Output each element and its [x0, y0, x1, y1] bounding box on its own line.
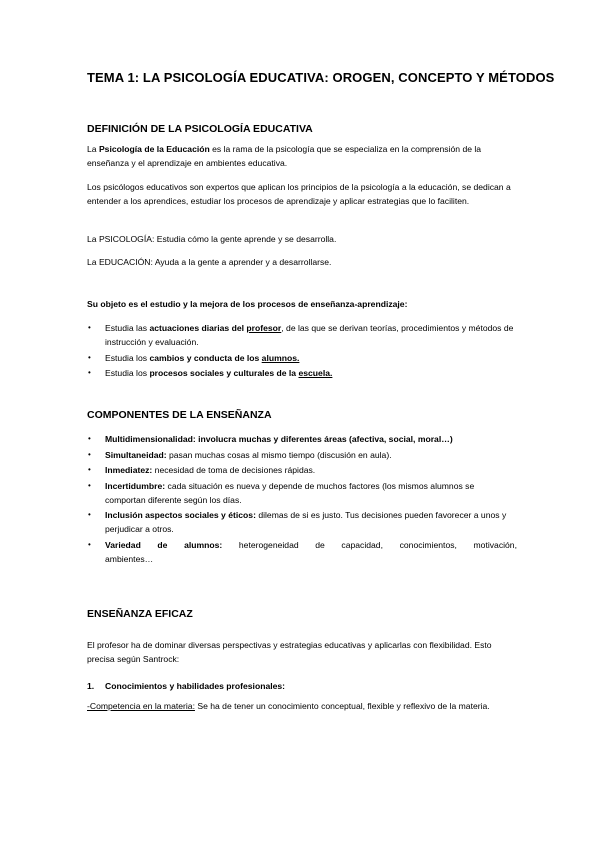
bold-term: procesos sociales y culturales de la — [149, 368, 299, 378]
objeto-heading: Su objeto es el estudio y la mejora de los procesos de enseñanza-aprendizaje: — [87, 299, 408, 309]
list-item — [87, 366, 517, 380]
bullet-icon: • — [88, 449, 91, 459]
text-run: cada situación es nueva y depende de muchos factores (los mismos alumnos se comportan diferente según los días. — [105, 480, 475, 505]
text-run: Estudia las — [105, 323, 150, 333]
list-item — [87, 432, 517, 446]
list-item — [87, 479, 517, 507]
underlined-term: escuela. — [298, 368, 333, 378]
componentes-heading: COMPONENTES DE LA ENSEÑANZA — [87, 409, 272, 421]
numbered-heading-text: Conocimientos y habilidades profesionales: — [105, 681, 286, 691]
text-run: Se ha de tener un conocimiento conceptual, flexible y reflexivo de la materia. — [194, 701, 490, 711]
definicion-paragraph-1 — [87, 142, 517, 170]
text-run: ambientes… — [105, 553, 154, 564]
bullet-icon: • — [88, 352, 91, 362]
list-item — [87, 321, 517, 349]
list-number: 1. — [87, 681, 95, 691]
text-run: heterogeneidad de capacidad, conocimientos, motivación, — [222, 539, 517, 550]
competencia-paragraph — [87, 699, 517, 713]
eficaz-heading: ENSEÑANZA EFICAZ — [87, 608, 193, 620]
bullet-icon: • — [88, 480, 91, 490]
bullet-icon: • — [88, 323, 91, 332]
text-run: Estudia los — [105, 368, 150, 378]
underlined-term: -Competencia en la materia: — [87, 701, 195, 711]
bold-term: actuaciones diarias del — [149, 323, 247, 333]
list-item — [87, 448, 517, 462]
text-run: pasan muchas cosas al mismo tiempo (discusión en aula). — [166, 449, 392, 460]
text-run: necesidad de toma de decisiones rápidas. — [152, 465, 316, 475]
text-run: La — [87, 144, 99, 154]
bullet-icon: • — [88, 465, 91, 474]
underlined-term: alumnos. — [261, 352, 300, 363]
bold-term: Incertidumbre: — [105, 480, 166, 491]
justified-line — [105, 538, 517, 552]
bullet-icon: • — [88, 434, 91, 443]
bold-term: cambios y conducta de los — [149, 352, 262, 363]
numbered-heading — [87, 681, 285, 691]
bold-term: Psicología de la Educación — [98, 144, 210, 154]
bold-term: Inmediatez: — [105, 465, 153, 475]
list-item — [87, 463, 517, 477]
definicion-paragraph-3: La PSICOLOGÍA: Estudia cómo la gente aprende y se desarrolla. — [87, 234, 337, 244]
text-run: Estudia los — [105, 352, 150, 363]
bold-term: Inclusión aspectos sociales y éticos: — [105, 510, 256, 520]
bullet-icon: • — [88, 539, 91, 549]
definicion-paragraph-2: Los psicólogos educativos son expertos que aplican los principios de la psicología a la educación, se dedican a entender a los aprendices, estudiar los procesos de aprendizaje y aplicar estrategias que lo faciliten. — [87, 182, 511, 206]
componentes-list — [87, 432, 517, 567]
bold-term: Variedad de alumnos: — [105, 539, 223, 550]
page-title: TEMA 1: LA PSICOLOGÍA EDUCATIVA: OROGEN, CONCEPTO Y MÉTODOS — [87, 70, 555, 85]
underlined-term: profesor — [246, 323, 282, 333]
text-run: es la rama de la psicología que se especializa en la comprensión de la enseñanza y el aprendizaje en ambientes educativa. — [87, 144, 482, 168]
list-item — [87, 508, 517, 536]
list-item — [87, 538, 517, 566]
definicion-paragraph-4: La EDUCACIÓN: Ayuda a la gente a aprender y a desarrollarse. — [87, 257, 332, 267]
bold-term: Simultaneidad: — [105, 449, 167, 460]
bullet-icon: • — [88, 510, 91, 519]
objeto-list — [87, 321, 517, 382]
bullet-icon: • — [88, 368, 91, 377]
text-run: dilemas de si es justo. Tus decisiones pueden favorecer a unos y perjudicar a otros. — [105, 510, 507, 534]
text-run: , de las que se derivan teorías, procedimientos y métodos de instrucción y evaluación. — [105, 323, 514, 347]
bold-term: Multidimensionalidad: involucra muchas y diferentes áreas (afectiva, social, moral…) — [105, 434, 453, 444]
definicion-heading: DEFINICIÓN DE LA PSICOLOGÍA EDUCATIVA — [87, 123, 313, 135]
eficaz-paragraph: El profesor ha de dominar diversas perspectivas y estrategias educativas y aplicarlas con flexibilidad. Esto precisa según Santrock: — [87, 640, 492, 664]
list-item — [87, 351, 517, 365]
